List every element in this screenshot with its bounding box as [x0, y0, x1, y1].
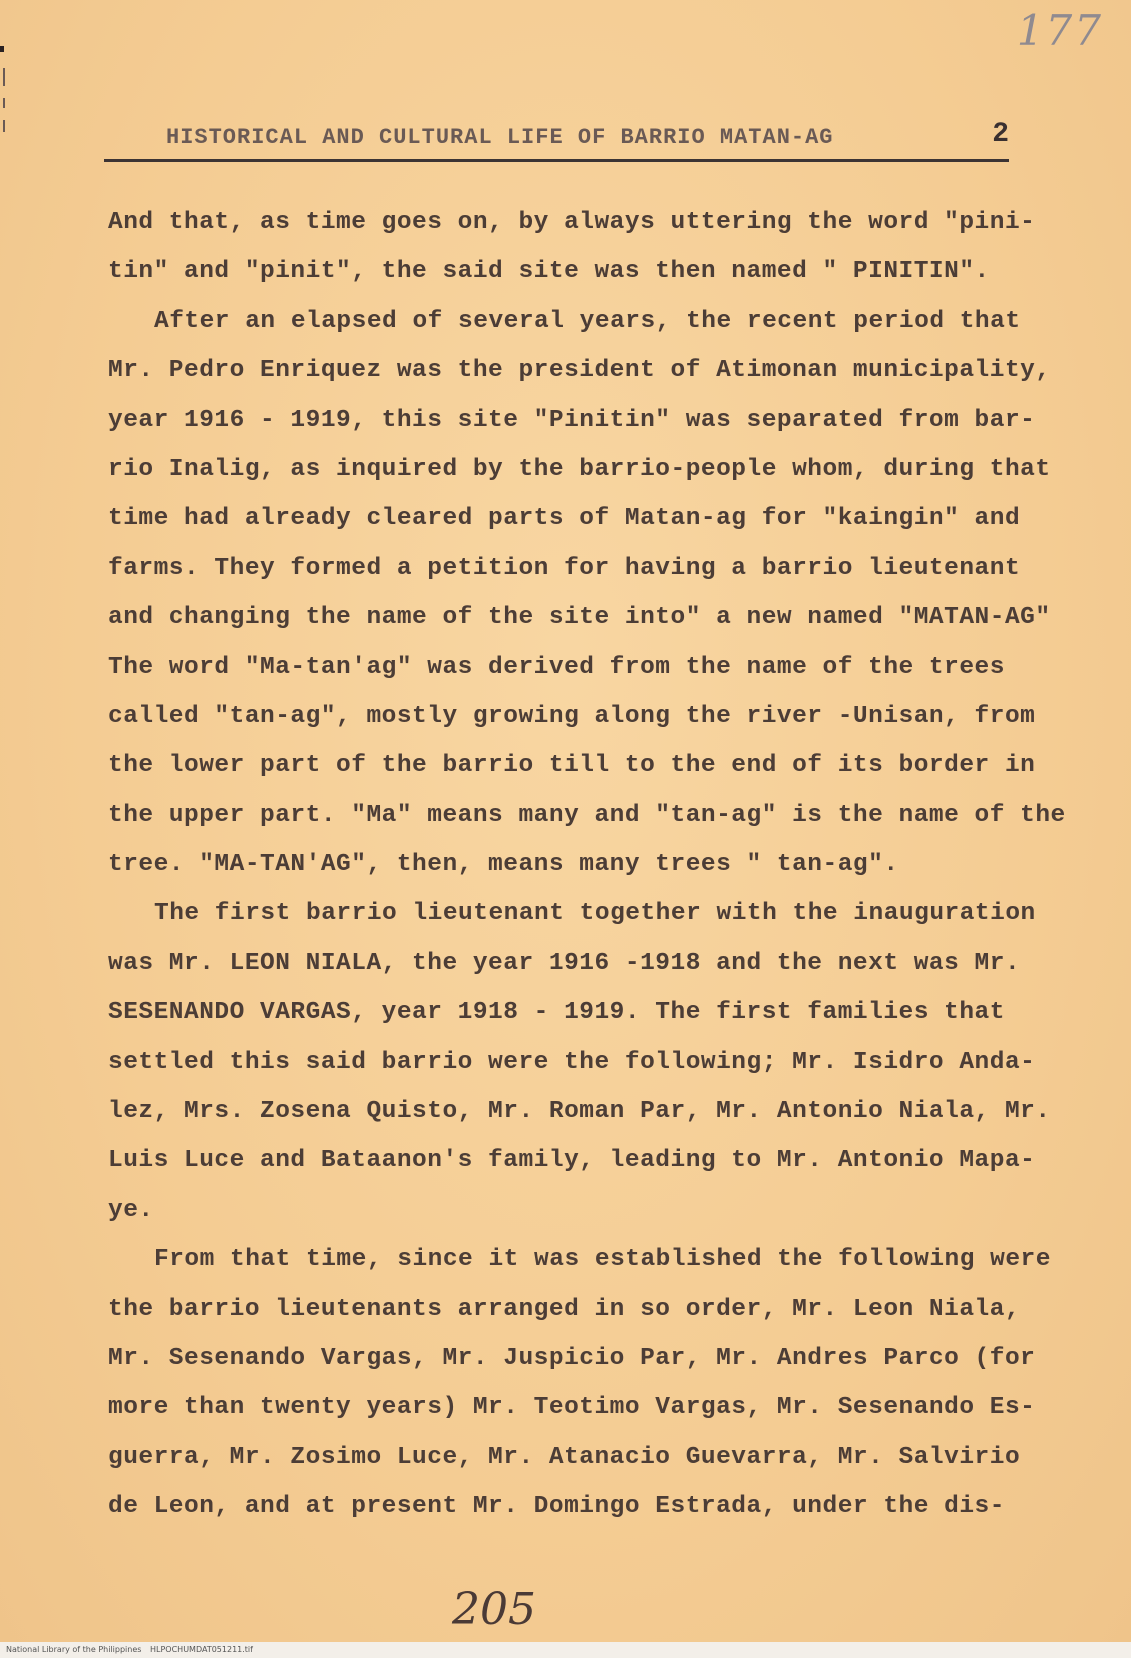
text-line: tin" and "pinit", the said site was then named " PINITIN". [108, 258, 990, 286]
text-line: Mr. Sesenando Vargas, Mr. Juspicio Par, Mr. Andres Parco (for [108, 1344, 1036, 1372]
text-line: tree. "MA-TAN'AG", then, means many trees " tan-ag". [108, 851, 899, 879]
text-line: rio Inalig, as inquired by the barrio-people whom, during that [108, 455, 1051, 483]
text-line: ye. [108, 1196, 154, 1224]
footer-file-id: HLPOCHUMDAT051211.tif [150, 1645, 253, 1654]
scan-footer [0, 1642, 1131, 1658]
text-line: de Leon, and at present Mr. Domingo Estrada, under the dis- [108, 1493, 1005, 1521]
text-line: year 1916 - 1919, this site "Pinitin" was separated from bar- [108, 406, 1036, 434]
text-line: the upper part. "Ma" means many and "tan-ag" is the name of the [108, 801, 1066, 829]
text-line: After an elapsed of several years, the recent period that [154, 307, 1021, 335]
typed-body-text [108, 198, 1068, 1532]
text-line: the lower part of the barrio till to the end of its border in [108, 752, 1036, 780]
handwritten-page-number: 205 [452, 1584, 536, 1635]
binding-edge-marks [0, 40, 10, 150]
text-line: time had already cleared parts of Matan-ag for "kaingin" and [108, 505, 1021, 533]
text-line: more than twenty years) Mr. Teotimo Vargas, Mr. Sesenando Es- [108, 1394, 1036, 1422]
text-line: the barrio lieutenants arranged in so order, Mr. Leon Niala, [108, 1295, 1021, 1323]
footer-library: National Library of the Philippines [6, 1645, 142, 1654]
text-line: called "tan-ag", mostly growing along the river -Unisan, from [108, 702, 1036, 730]
text-line: lez, Mrs. Zosena Quisto, Mr. Roman Par, Mr. Antonio Niala, Mr. [108, 1098, 1051, 1126]
header-title: HISTORICAL AND CULTURAL LIFE OF BARRIO MATAN-AG [166, 125, 834, 150]
handwritten-folio-number: 177 [1016, 6, 1103, 55]
page-header [104, 119, 1009, 162]
text-line: The word "Ma-tan'ag" was derived from the name of the trees [108, 653, 1005, 681]
header-page-number: 2 [992, 119, 1009, 150]
text-line: guerra, Mr. Zosimo Luce, Mr. Atanacio Guevarra, Mr. Salvirio [108, 1443, 1021, 1471]
text-line: SESENANDO VARGAS, year 1918 - 1919. The first families that [108, 999, 1005, 1027]
text-line: And that, as time goes on, by always uttering the word "pini- [108, 209, 1036, 236]
text-line: Mr. Pedro Enriquez was the president of Atimonan municipality, [108, 357, 1051, 385]
text-line: and changing the name of the site into" a new named "MATAN-AG" [108, 604, 1051, 632]
text-line: settled this said barrio were the following; Mr. Isidro Anda- [108, 1048, 1036, 1076]
text-line: The first barrio lieutenant together with the inauguration [154, 900, 1036, 928]
text-line: From that time, since it was established the following were [154, 1246, 1051, 1274]
text-line: Luis Luce and Bataanon's family, leading to Mr. Antonio Mapa- [108, 1147, 1036, 1175]
text-line: farms. They formed a petition for having a barrio lieutenant [108, 554, 1021, 582]
text-line: was Mr. LEON NIALA, the year 1916 -1918 and the next was Mr. [108, 949, 1021, 977]
